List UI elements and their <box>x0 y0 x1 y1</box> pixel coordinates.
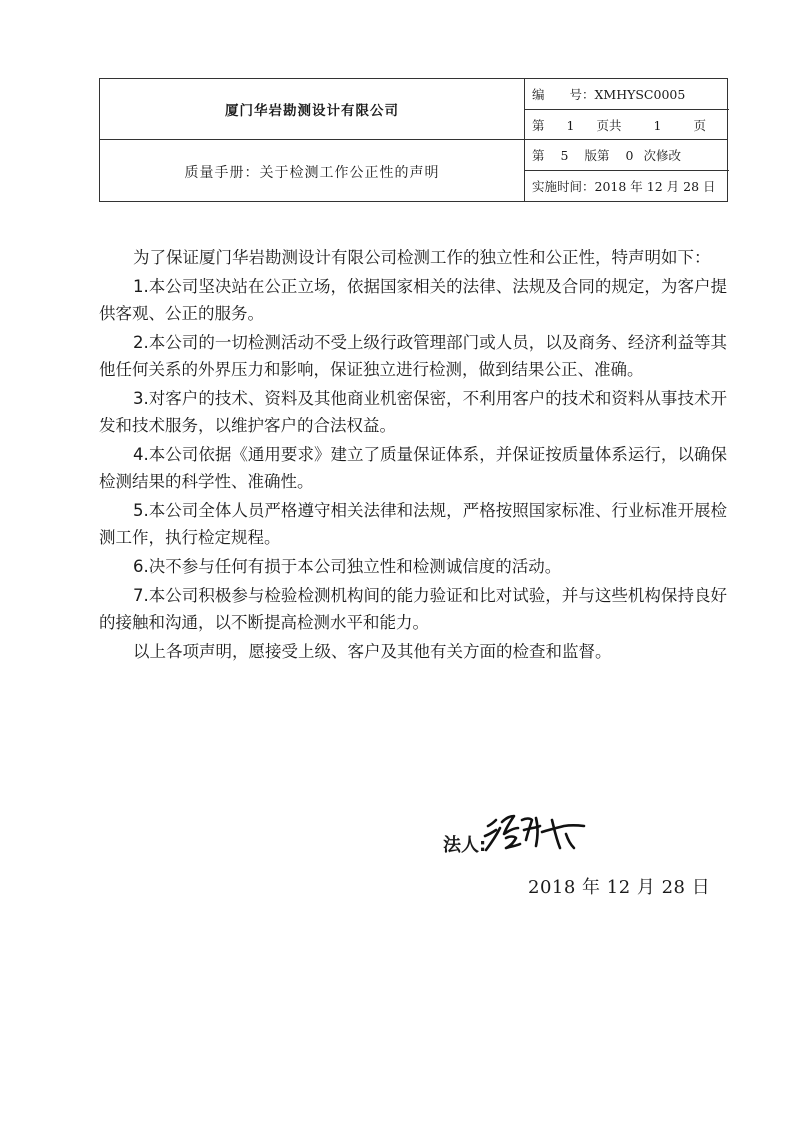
edition-label: 版第 <box>584 148 610 163</box>
declaration-item: 1.本公司坚决站在公正立场，依据国家相关的法律、法规及合同的规定，为客户提供客观、公正的服务。 <box>99 277 727 323</box>
handwritten-signature <box>480 808 590 856</box>
manual-title: 质量手册：关于检测工作公正性的声明 <box>184 164 440 181</box>
effective-date-value: 2018 年 12 月 28 日 <box>594 179 716 194</box>
company-name: 厦门华岩勘测设计有限公司 <box>225 103 399 119</box>
page-label: 页 <box>693 118 706 133</box>
effective-date-cell <box>532 171 722 201</box>
document-header-table <box>99 78 728 202</box>
page-count-cell <box>532 110 722 140</box>
declaration-item: 5.本公司全体人员严格遵守相关法律和法规，严格按照国家标准、行业标准开展检测工作，执行检定规程。 <box>99 501 727 547</box>
declaration-item: 7.本公司积极参与检验检测机构间的能力验证和比对试验，并与这些机构保持良好的接触和沟通，以不断提高检测水平和能力。 <box>99 586 727 632</box>
table-divider <box>524 79 525 201</box>
effective-date-label: 实施时间： <box>532 179 595 194</box>
edition-label: 第 <box>532 148 545 163</box>
declaration-intro: 为了保证厦门华岩勘测设计有限公司检测工作的独立性和公正性，特声明如下： <box>133 248 711 267</box>
page-number: 1 <box>566 117 575 133</box>
edition-cell <box>532 140 722 170</box>
page-label: 页共 <box>596 118 622 133</box>
declaration-item: 6.决不参与任何有损于本公司独立性和检测诚信度的活动。 <box>133 557 562 576</box>
declaration-closing: 以上各项声明，愿接受上级、客户及其他有关方面的检查和监督。 <box>133 642 612 661</box>
page-total: 1 <box>653 117 662 133</box>
document-number-value: XMHYSC0005 <box>594 86 686 102</box>
declaration-item: 3.对客户的技术、资料及其他商业机密保密，不利用客户的技术和资料从事技术开发和技术服务，以维护客户的合法权益。 <box>99 389 727 435</box>
edition-number: 5 <box>560 147 569 163</box>
document-number-label: 编 号： <box>532 87 595 102</box>
document-number-cell <box>532 79 722 109</box>
revision-number: 0 <box>625 147 634 163</box>
declaration-item: 4.本公司依据《通用要求》建立了质量保证体系，并保证按质量体系运行，以确保检测结果的科学性、准确性。 <box>99 445 727 491</box>
revision-label: 次修改 <box>643 148 681 163</box>
signature-date: 2018 年 12 月 28 日 <box>528 877 711 898</box>
declaration-item: 2.本公司的一切检测活动不受上级行政管理部门或人员，以及商务、经济利益等其他任何关系的外界压力和影响，保证独立进行检测，做到结果公正、准确。 <box>99 333 727 379</box>
declaration-body <box>99 244 727 667</box>
legal-representative-label: 法人: <box>443 835 487 856</box>
page-label: 第 <box>532 118 545 133</box>
